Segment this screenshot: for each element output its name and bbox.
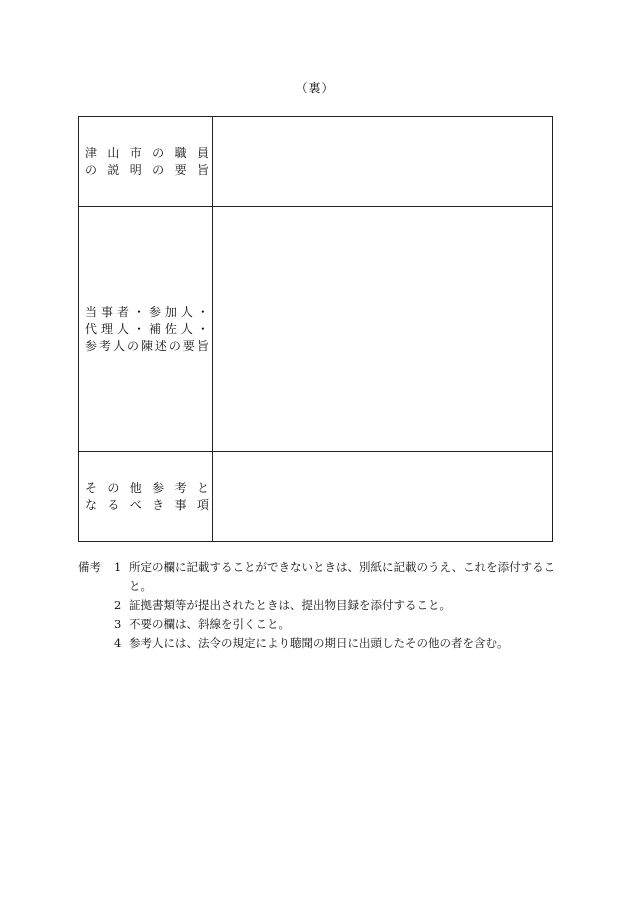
label-cell-other-references <box>79 452 213 542</box>
remarks-heading: 備考 <box>78 560 101 574</box>
hearing-record-table <box>78 116 553 542</box>
content-cell-staff-explanation[interactable] <box>213 117 553 207</box>
label-cell-staff-explanation <box>79 117 213 207</box>
label-other-references <box>85 480 212 514</box>
label-line: な る べ き 事 項 <box>85 497 209 512</box>
label-line: の 説 明 の 要 旨 <box>85 162 209 177</box>
label-cell-party-statements <box>79 207 213 452</box>
remark-number: 2 <box>114 598 122 612</box>
remark-item <box>114 634 558 653</box>
label-line: 当 事 者 ・ 参 加 人 ・ <box>85 304 209 319</box>
label-line: 津 山 市 の 職 員 <box>85 145 209 160</box>
remark-number: 3 <box>114 617 122 631</box>
page-heading: （裏） <box>295 81 335 95</box>
label-line: 代 理 人 ・ 補 佐 人 ・ <box>85 321 209 336</box>
table-row-other-references <box>79 452 553 542</box>
label-party-statements <box>85 304 212 355</box>
remark-number: 1 <box>114 560 122 574</box>
label-staff-explanation <box>85 145 212 179</box>
remark-item <box>114 596 558 615</box>
content-cell-party-statements[interactable] <box>213 207 553 452</box>
remarks-section <box>78 558 558 653</box>
label-line: 参 考 人 の 陳 述 の 要 旨 <box>85 338 209 353</box>
remark-number: 4 <box>114 636 122 650</box>
table-row-staff-explanation <box>79 117 553 207</box>
content-cell-other-references[interactable] <box>213 452 553 542</box>
table-row-party-statements <box>79 207 553 452</box>
remark-text: 所定の欄に記載することができないときは、別紙に記載のうえ、これを添付すること。 <box>129 560 556 593</box>
remarks-list <box>114 558 558 653</box>
remark-item <box>114 558 558 596</box>
remark-item <box>114 615 558 634</box>
label-line: そ の 他 参 考 と <box>85 480 209 495</box>
remark-text: 参考人には、法令の規定により聴聞の期日に出頭したその他の者を含む。 <box>129 636 509 650</box>
remark-text: 証拠書類等が提出されたときは、提出物目録を添付すること。 <box>129 598 451 612</box>
remark-text: 不要の欄は、斜線を引くこと。 <box>129 617 290 631</box>
